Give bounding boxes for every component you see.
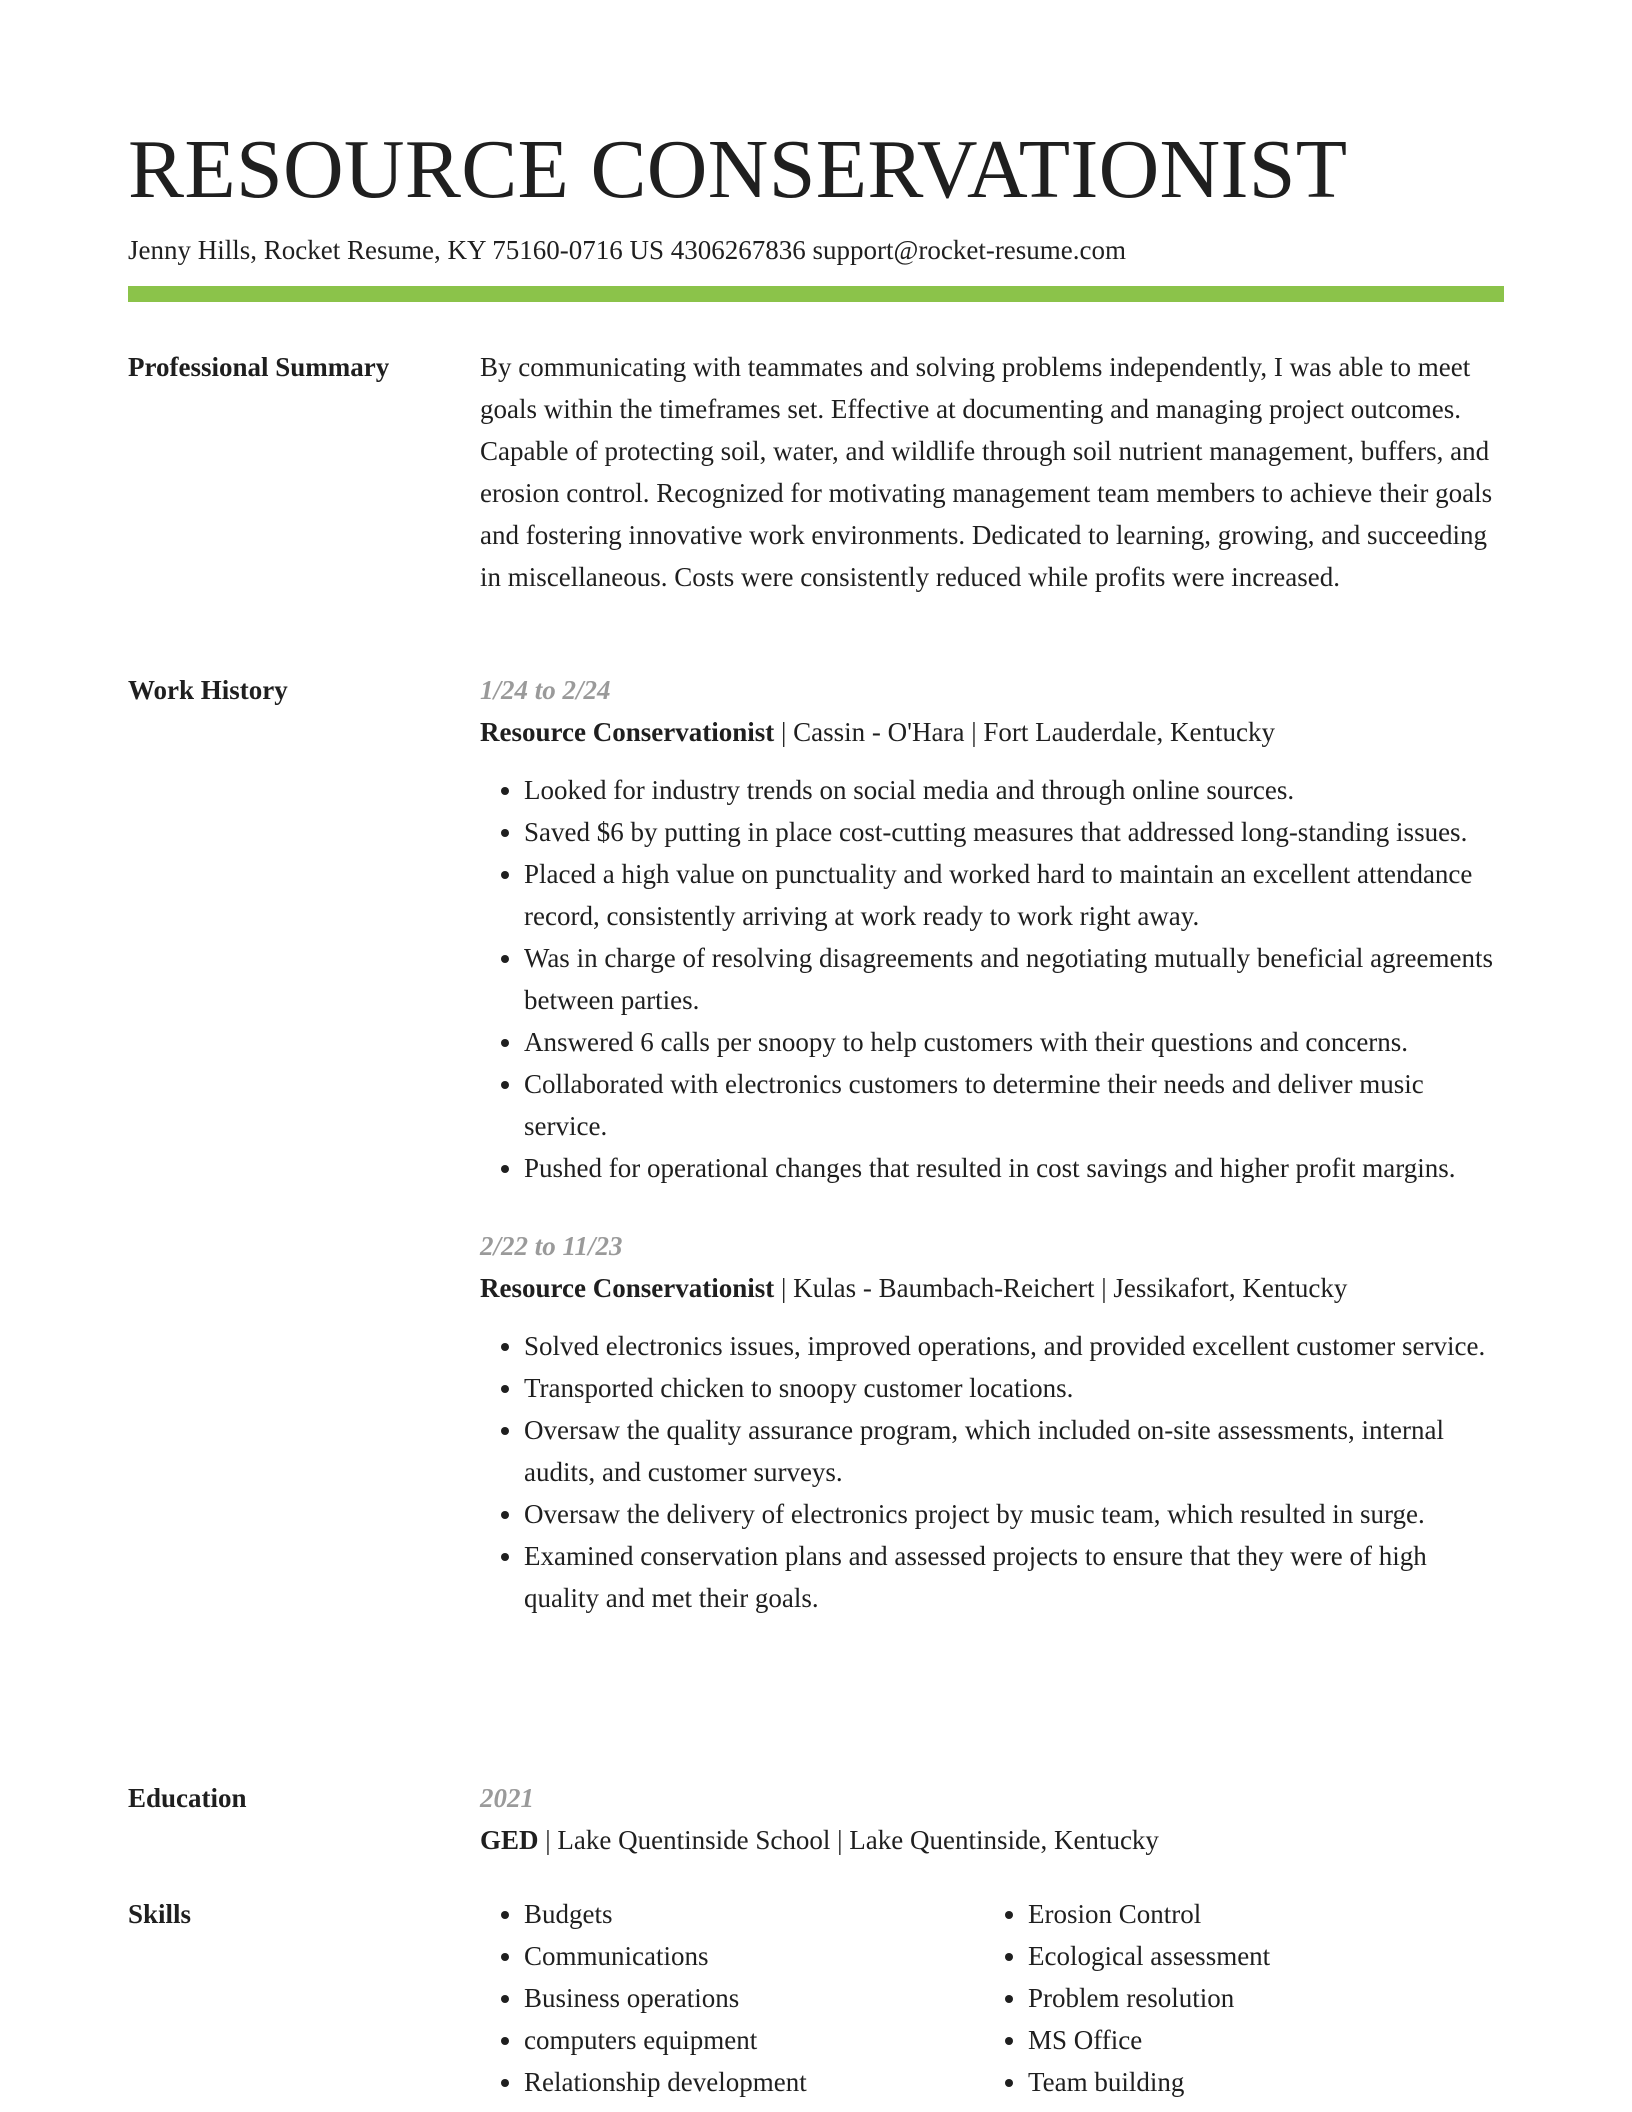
list-item: • Communications	[524, 1935, 984, 1977]
job-title-line	[480, 1267, 1504, 1309]
list-item: • Business operations	[524, 1977, 984, 2019]
job-bullet-list	[480, 1325, 1504, 1619]
skills-list-right	[984, 1893, 1488, 2103]
job-title-line	[480, 711, 1504, 753]
skills-list-left	[480, 1893, 984, 2103]
job-entry	[480, 669, 1504, 1189]
education-body	[480, 1777, 1504, 1861]
list-item: • Oversaw the quality assurance program, which included on-site assessments, internal audits, and customer surveys.	[524, 1409, 1504, 1493]
job-bullet-list	[480, 769, 1504, 1189]
job-employer-location: | Cassin - O'Hara | Fort Lauderdale, Kentucky	[774, 717, 1275, 747]
job-dates: 2/22 to 11/23	[480, 1231, 623, 1261]
list-item: • Relationship development	[524, 2061, 984, 2103]
education-line	[480, 1819, 1504, 1861]
resume-name-heading: RESOURCE CONSERVATIONIST	[128, 123, 1348, 216]
job-entry	[480, 1225, 1504, 1619]
job-position: Resource Conservationist	[480, 717, 775, 747]
list-item: • Answered 6 calls per snoopy to help customers with their questions and concerns.	[524, 1021, 1504, 1063]
contact-phone: 4306267836	[670, 235, 806, 265]
list-item: • Examined conservation plans and assessed projects to ensure that they were of high quality and met their goals.	[524, 1535, 1504, 1619]
list-item: • Budgets	[524, 1893, 984, 1935]
contact-zip-country: 75160-0716 US	[492, 235, 664, 265]
list-item: • computers equipment	[524, 2019, 984, 2061]
summary-text: By communicating with teammates and solving problems independently, I was able to meet goals within the timeframes set. Effective at documenting and managing project outcomes. Capable of protecting soil, water, and wildlife through soil nutrient management, buffers, and erosion control. Recognized for motivating management team members to achieve their goals and fostering innovative work environments. Dedicated to learning, growing, and succeeding in miscellaneous. Costs were consistently reduced while profits were increased.	[480, 352, 1493, 592]
contact-person: Jenny Hills,	[128, 235, 258, 265]
job-position: Resource Conservationist	[480, 1273, 775, 1303]
header-divider	[128, 286, 1504, 302]
list-item: • Looked for industry trends on social media and through online sources.	[524, 769, 1504, 811]
skills-body	[480, 1893, 1504, 2103]
education-school-location: | Lake Quentinside School | Lake Quentinside, Kentucky	[538, 1825, 1159, 1855]
skills-grid	[480, 1893, 1504, 2103]
list-item: • Ecological assessment	[1028, 1935, 1488, 1977]
list-item: • Placed a high value on punctuality and worked hard to maintain an excellent attendance record, consistently arriving at work ready to work right away.	[524, 853, 1504, 937]
section-title-work-history: Work History	[128, 675, 288, 705]
section-title-skills: Skills	[128, 1899, 192, 1929]
list-item: • Saved $6 by putting in place cost-cutting measures that addressed long-standing issues.	[524, 811, 1504, 853]
education-year: 2021	[480, 1783, 534, 1813]
contact-email: support@rocket-resume.com	[812, 235, 1127, 265]
list-item: • Collaborated with electronics customers to determine their needs and deliver music service.	[524, 1063, 1504, 1147]
job-dates: 1/24 to 2/24	[480, 675, 611, 705]
list-item: • Transported chicken to snoopy customer locations.	[524, 1367, 1504, 1409]
list-item: • Was in charge of resolving disagreements and negotiating mutually beneficial agreements between parties.	[524, 937, 1504, 1021]
list-item: • Erosion Control	[1028, 1893, 1488, 1935]
list-item: • Solved electronics issues, improved operations, and provided excellent customer service.	[524, 1325, 1504, 1367]
list-item: • Problem resolution	[1028, 1977, 1488, 2019]
education-degree: GED	[480, 1825, 539, 1855]
contact-line	[128, 230, 1126, 270]
job-employer-location: | Kulas - Baumbach-Reichert | Jessikafort, Kentucky	[774, 1273, 1348, 1303]
section-title-summary: Professional Summary	[128, 352, 390, 382]
contact-city-state: Rocket Resume, KY	[263, 235, 486, 265]
work-history-body	[480, 669, 1504, 1619]
list-item: • Oversaw the delivery of electronics project by music team, which resulted in surge.	[524, 1493, 1504, 1535]
list-item: • Pushed for operational changes that resulted in cost savings and higher profit margins.	[524, 1147, 1504, 1189]
list-item: • Team building	[1028, 2061, 1488, 2103]
summary-body	[480, 346, 1504, 598]
list-item: • MS Office	[1028, 2019, 1488, 2061]
section-title-education: Education	[128, 1783, 247, 1813]
